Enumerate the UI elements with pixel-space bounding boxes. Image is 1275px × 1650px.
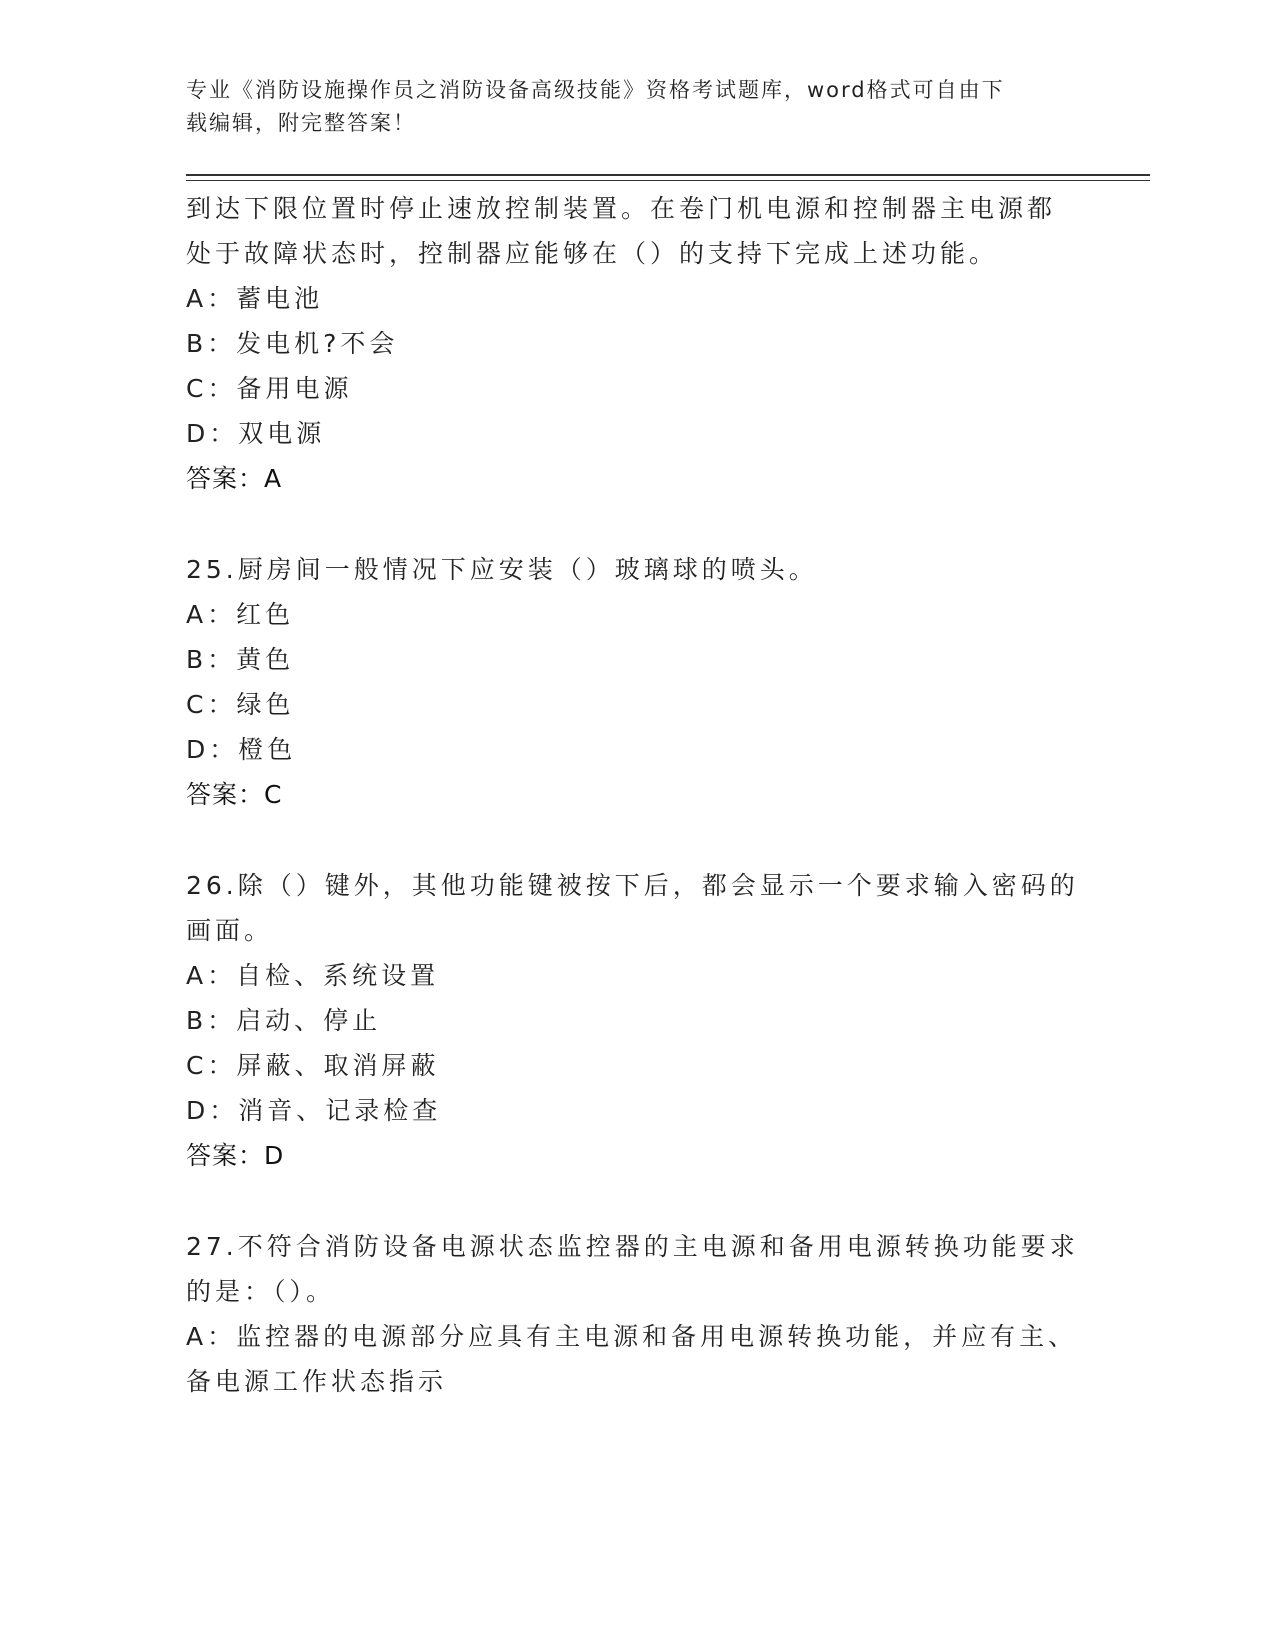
question-content: [186, 186, 1086, 1404]
option-d: D：消音、记录检查: [186, 1096, 442, 1125]
header-divider-thick: [186, 174, 1150, 176]
option-a: A：红色: [186, 600, 295, 629]
option-a-continued: 备电源工作状态指示: [186, 1367, 448, 1396]
question-text-line: 26.除（）键外，其他功能键被按下后，都会显示一个要求输入密码的: [186, 871, 1079, 900]
question-fragment: [186, 186, 1086, 501]
option-d: D：双电源: [186, 419, 326, 448]
question-text-line: 的是：（）。: [186, 1277, 336, 1306]
option-a: A：自检、系统设置: [186, 961, 440, 990]
question-27: [186, 1224, 1086, 1404]
question-25: [186, 547, 1086, 817]
answer-text: 答案：A: [186, 464, 283, 493]
option-b: B：发电机?不会: [186, 329, 399, 358]
option-b: B：黄色: [186, 645, 295, 674]
option-c: C：绿色: [186, 690, 295, 719]
question-text-line: 画面。: [186, 916, 274, 945]
document-header: [186, 74, 1066, 140]
question-26: [186, 863, 1086, 1178]
option-c: C：备用电源: [186, 374, 353, 403]
header-line-2: 载编辑，附完整答案！: [186, 111, 416, 135]
answer-text: 答案：D: [186, 1141, 285, 1170]
header-divider-thin: [186, 180, 1150, 181]
question-text-line: 处于故障状态时，控制器应能够在（）的支持下完成上述功能。: [186, 239, 999, 268]
question-text-line: 到达下限位置时停止速放控制装置。在卷门机电源和控制器主电源都: [186, 194, 1057, 223]
question-text-line: 27.不符合消防设备电源状态监控器的主电源和备用电源转换功能要求: [186, 1232, 1079, 1261]
question-text-line: 25.厨房间一般情况下应安装（）玻璃球的喷头。: [186, 555, 818, 584]
option-d: D：橙色: [186, 735, 297, 764]
answer-text: 答案：C: [186, 780, 283, 809]
option-a: A：监控器的电源部分应具有主电源和备用电源转换功能，并应有主、: [186, 1322, 1078, 1351]
option-c: C：屏蔽、取消屏蔽: [186, 1051, 440, 1080]
header-line-1: 专业《消防设施操作员之消防设备高级技能》资格考试题库，word格式可自由下: [186, 78, 1005, 102]
option-b: B：启动、停止: [186, 1006, 382, 1035]
option-a: A：蓄电池: [186, 284, 324, 313]
